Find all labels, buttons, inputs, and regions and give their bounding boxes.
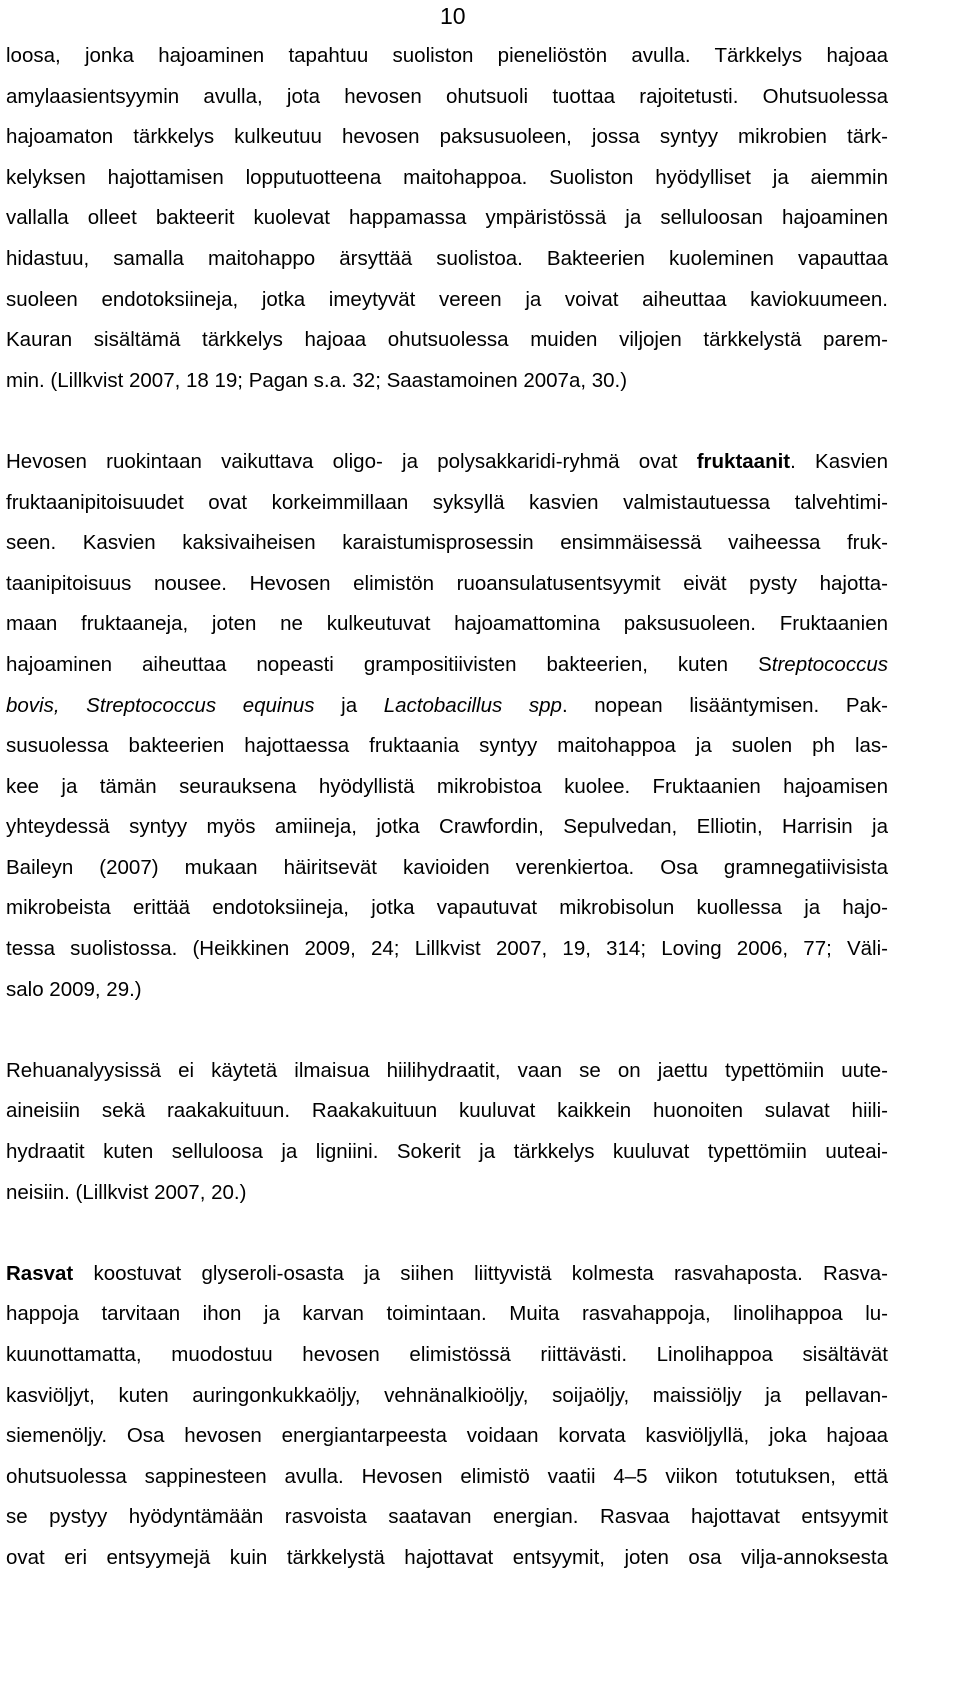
text-span: happoja tarvitaan ihon ja karvan toimintaan. Muita rasvahappoja, linolihappoa lu- <box>6 1302 888 1326</box>
text-span: ja <box>314 693 384 717</box>
text-line <box>6 1538 888 1579</box>
text-line <box>6 1376 888 1417</box>
text-span: Kauran sisältämä tärkkelys hajoaa ohutsuolessa muiden viljojen tärkkelystä parem- <box>6 328 888 352</box>
text-span: koostuvat glyseroli-osasta ja siihen liittyvistä kolmesta rasvahaposta. Rasva- <box>73 1261 888 1285</box>
text-span: susuolessa bakteerien hajottaessa fruktaania syntyy maitohappoa ja suolen ph las- <box>6 734 888 758</box>
text-line <box>6 77 888 118</box>
text-span: vallalla olleet bakteerit kuolevat happamassa ympäristössä ja selluloosan hajoaminen <box>6 206 888 230</box>
text-line <box>6 726 888 767</box>
italic-term: bovis, Streptococcus equinus <box>6 693 315 717</box>
text-span: neisiin. (Lillkvist 2007, 20.) <box>6 1180 247 1204</box>
text-line <box>6 1173 888 1214</box>
text-line <box>6 970 888 1011</box>
text-line <box>6 239 888 280</box>
text-line <box>6 198 888 239</box>
text-span: . nopean lisääntymisen. Pak- <box>561 693 888 717</box>
paragraph-gap <box>6 401 888 442</box>
text-span: min. (Lillkvist 2007, 18 19; Pagan s.a. 32; Saastamoinen 2007a, 30.) <box>6 368 628 392</box>
paragraph <box>6 36 888 401</box>
text-line <box>6 1457 888 1498</box>
text-line <box>6 767 888 808</box>
text-span: ohutsuolessa sappinesteen avulla. Hevosen elimistö vaatii 4–5 viikon totutuksen, että <box>6 1464 888 1488</box>
paragraph-gap <box>6 1213 888 1254</box>
text-line <box>6 645 888 686</box>
text-line <box>6 604 888 645</box>
text-span: suoleen endotoksiineja, jotka imeytyvät vereen ja voivat aiheuttaa kaviokuumeen. <box>6 287 888 311</box>
text-span: hajoaminen aiheuttaa nopeasti grampositiivisten bakteerien, kuten S <box>6 652 772 676</box>
text-span: aineisiin sekä raakakuituun. Raakakuituun kuuluvat kaikkein huonoiten sulavat hiili- <box>6 1099 888 1123</box>
text-line <box>6 1416 888 1457</box>
paragraph <box>6 442 888 1010</box>
italic-term: treptococcus <box>771 652 888 676</box>
bold-term: fruktaanit <box>696 449 791 473</box>
text-span: kuunottamatta, muodostuu hevosen elimistössä riittävästi. Linolihappoa sisältävät <box>6 1343 888 1366</box>
text-span: hidastuu, samalla maitohappo ärsyttää suolistoa. Bakteerien kuoleminen vapauttaa <box>6 246 888 270</box>
bold-term: Rasvat <box>6 1261 74 1285</box>
text-span: Hevosen ruokintaan vaikuttava oligo- ja polysakkaridi-ryhmä ovat <box>6 449 697 473</box>
text-span: maan fruktaaneja, joten ne kulkeutuvat hajoamattomina paksusuoleen. Fruktaanien <box>6 612 888 636</box>
text-span: Rehuanalyysissä ei käytetä ilmaisua hiilihydraatit, vaan se on jaettu typettömiin uute- <box>6 1058 888 1082</box>
text-span: ovat eri entsyymejä kuin tärkkelystä hajottavat entsyymit, joten osa vilja-annoksesta <box>6 1545 888 1569</box>
paragraph-gap <box>6 1010 888 1051</box>
text-span: fruktaanipitoisuudet ovat korkeimmillaan syksyllä kasvien valmistautuessa talvehtimi- <box>6 490 888 514</box>
text-span: kee ja tämän seurauksena hyödyllistä mikrobistoa kuolee. Fruktaanien hajoamisen <box>6 774 888 798</box>
text-line <box>6 1051 888 1092</box>
paragraph <box>6 1254 888 1579</box>
text-span: se pystyy hyödyntämään rasvoista saatavan energian. Rasvaa hajottavat entsyymit <box>6 1505 888 1529</box>
text-span: seen. Kasvien kaksivaiheisen karaistumisprosessin ensimmäisessä vaiheessa fruk- <box>6 531 888 555</box>
text-span: mikrobeista erittää endotoksiineja, jotka vapautuvat mikrobisolun kuollessa ja hajo- <box>6 896 888 920</box>
text-span: loosa, jonka hajoaminen tapahtuu suoliston pieneliöstön avulla. Tärkkelys hajoaa <box>6 44 888 67</box>
text-span: kasviöljyt, kuten auringonkukkaöljy, vehnänalkioöljy, soijaöljy, maissiöljy ja pellavan- <box>6 1383 888 1407</box>
text-span: siemenöljy. Osa hevosen energiantarpeesta voidaan korvata kasviöljyllä, joka hajoaa <box>6 1424 888 1448</box>
text-span: salo 2009, 29.) <box>6 977 142 1001</box>
text-line <box>6 442 888 483</box>
text-span: kelyksen hajottamisen lopputuotteena maitohappoa. Suoliston hyödylliset ja aiemmin <box>6 165 888 189</box>
text-line <box>6 1335 888 1376</box>
text-span: hajoamaton tärkkelys kulkeutuu hevosen paksusuoleen, jossa syntyy mikrobien tärk- <box>6 125 888 149</box>
text-line <box>6 1497 888 1538</box>
text-line <box>6 1294 888 1335</box>
text-line <box>6 848 888 889</box>
text-line <box>6 523 888 564</box>
text-line <box>6 158 888 199</box>
text-line <box>6 888 888 929</box>
text-span: taanipitoisuus nousee. Hevosen elimistön ruoansulatusentsyymit eivät pysty hajotta- <box>6 571 888 595</box>
text-span: yhteydessä syntyy myös amiineja, jotka Crawfordin, Sepulvedan, Elliotin, Harrisin ja <box>6 815 888 839</box>
text-line <box>6 686 888 727</box>
text-line <box>6 361 888 402</box>
text-line <box>6 483 888 524</box>
text-line <box>6 1132 888 1173</box>
text-span: amylaasientsyymin avulla, jota hevosen ohutsuoli tuottaa rajoitetusti. Ohutsuolessa <box>6 84 888 108</box>
page-number: 10 <box>440 3 466 29</box>
text-line <box>6 1091 888 1132</box>
text-line <box>6 564 888 605</box>
text-span: . Kasvien <box>790 449 888 473</box>
text-span: hydraatit kuten selluloosa ja ligniini. Sokerit ja tärkkelys kuuluvat typettömiin uuteai- <box>6 1140 888 1164</box>
text-line <box>6 320 888 361</box>
text-line <box>6 117 888 158</box>
text-line <box>6 1254 888 1295</box>
text-line <box>6 280 888 321</box>
text-span: Baileyn (2007) mukaan häiritsevät kavioiden verenkiertoa. Osa gramnegatiivisista <box>6 855 888 879</box>
text-line <box>6 807 888 848</box>
text-line <box>6 929 888 970</box>
italic-term: Lactobacillus spp <box>383 693 562 717</box>
text-span: tessa suolistossa. (Heikkinen 2009, 24; Lillkvist 2007, 19, 314; Loving 2006, 77; Väli- <box>6 937 888 961</box>
paragraph <box>6 1051 888 1213</box>
text-line <box>6 36 888 77</box>
document-body <box>6 36 888 1579</box>
